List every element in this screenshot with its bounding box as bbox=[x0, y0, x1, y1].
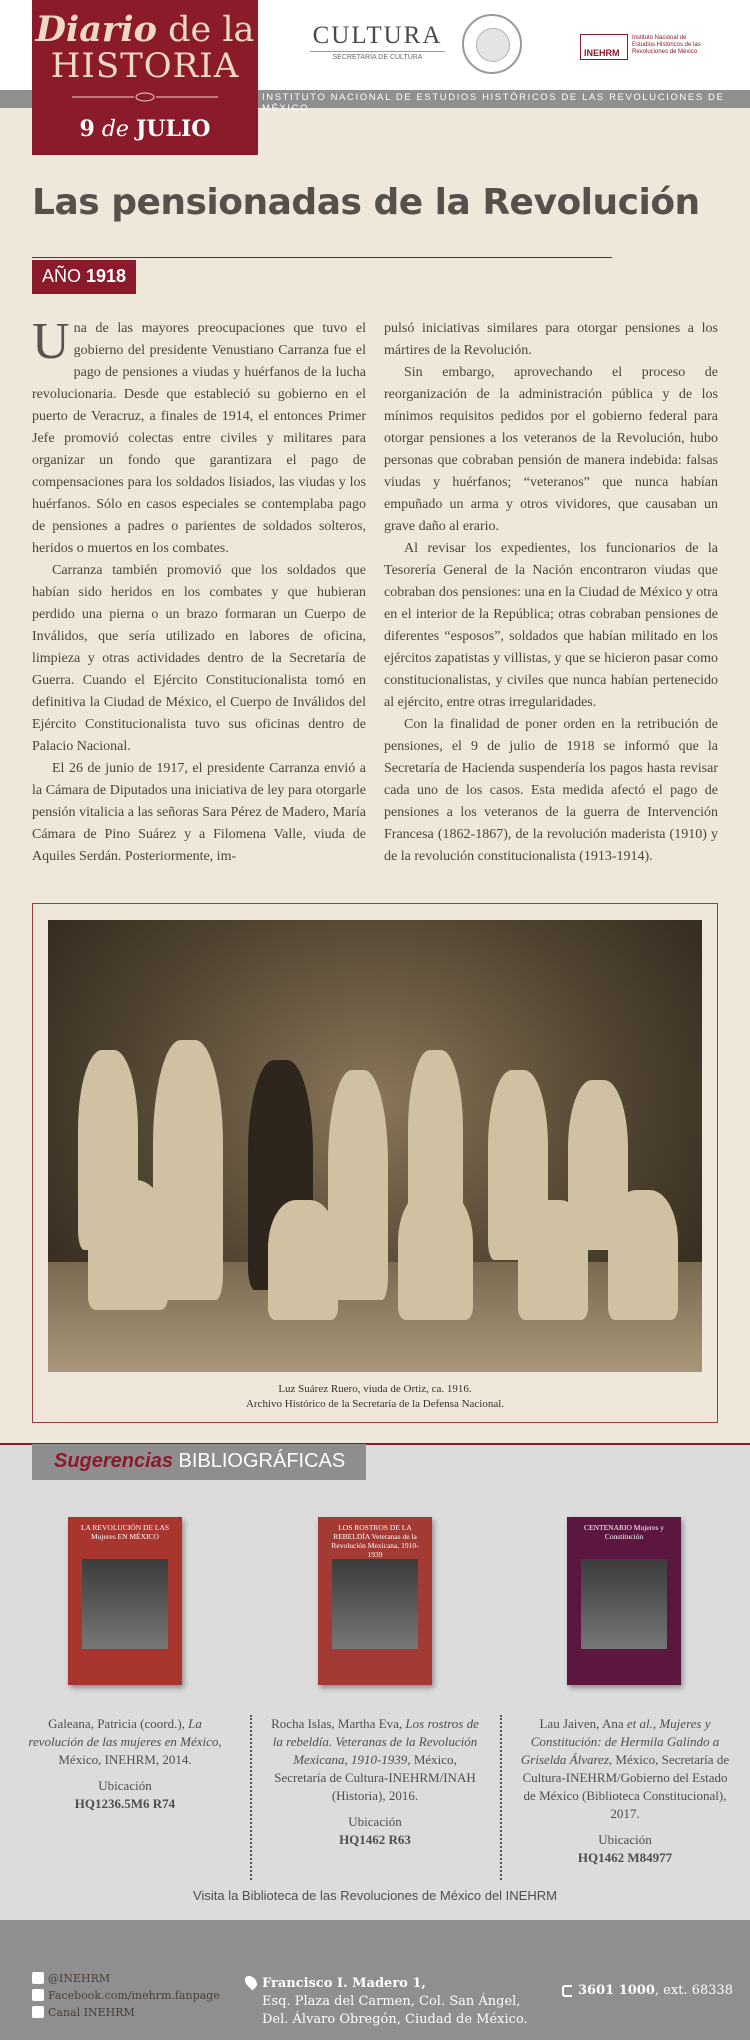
paragraph: Al revisar los expedientes, los funcionarios de la Tesorería General de la Nación encontraron viudas que cobraban dos pensiones: una en la Ciudad de México y otra en el interior de la República; otras cobraban pensiones de diferentes “esposos”, soldados que habían militado en los ejércitos zapatistas y villistas, y que se hicieron pasar como constitucionalistas, y civiles que nunca habían pertenecido al ejército, entre otras irregularidades. bbox=[384, 541, 718, 710]
book-cover-2[interactable]: LOS ROSTROS DE LA REBELDÍA Veteranas de la Revolución Mexicana, 1910-1939 bbox=[318, 1517, 432, 1685]
masthead-date: 9 de JULIO bbox=[79, 116, 211, 142]
paragraph: El 26 de junio de 1917, el presidente Carranza envió a la Cámara de Diputados una iniciativa de ley para otorgarle pensión vitalicia a las señoras Sara Pérez de Madero, María Cámara de Pino Suárez y a Filomena Valle, viuda de Aquiles Serdán. Posteriormente, im- bbox=[32, 761, 366, 864]
visit-library-link[interactable]: Visita la Biblioteca de las Revoluciones de México del INEHRM bbox=[193, 1888, 557, 1903]
photo-figure bbox=[268, 1200, 338, 1320]
book-cover-1[interactable]: LA REVOLUCIÓN DE LAS Mujeres EN MÉXICO bbox=[68, 1517, 182, 1685]
youtube-link[interactable]: Canal INEHRM bbox=[32, 2006, 135, 2019]
photo-figure bbox=[608, 1190, 678, 1320]
phone-number[interactable]: 3601 1000, ext. 68338 bbox=[578, 1983, 734, 1998]
suggestions-heading: Sugerencias BIBLIOGRÁFICAS bbox=[32, 1444, 366, 1480]
masthead bbox=[32, 0, 258, 155]
suggestions-section bbox=[0, 1443, 750, 1920]
article-title: Las pensionadas de la Revolución bbox=[32, 182, 700, 223]
paragraph: Una de las mayores preocupaciones que tuvo el gobierno del presidente Venustiano Carranza fue el pago de pensiones a viudas y huérfanos de la lucha revolucionaria. Desde que estableció su gobierno en el puerto de Veracruz, a finales de 1914, el entonces Primer Jefe promovió colectas entre civiles y militares para organizar un fondo que garantizara el pago de compensaciones para los soldados lisiados, las viudas y los huérfanos. Sólo en casos especiales se contemplaba pago de pensiones a padres o parientes de soldados solteros, heridos o muertos en los combates. bbox=[32, 313, 366, 556]
photo-frame bbox=[32, 903, 718, 1423]
facebook-icon bbox=[32, 1989, 44, 2001]
bibliography-entry-2: Rocha Islas, Martha Eva, Los rostros de la rebeldía. Veteranas de la Revolución Mexicana, 1910-1939, México, Secretaría de Cultura-INEHRM/INAH (Historia), 2016. Ubicación HQ1462 R63 bbox=[271, 1716, 479, 1847]
photo-figure bbox=[518, 1200, 588, 1320]
inehrm-building-icon: INEHRM bbox=[580, 34, 628, 60]
mexico-seal-icon bbox=[462, 14, 522, 74]
ornament-icon bbox=[72, 92, 218, 102]
cover-photo bbox=[581, 1559, 667, 1649]
title-rule bbox=[32, 257, 612, 258]
cover-photo bbox=[332, 1559, 418, 1649]
article-column-right bbox=[384, 318, 718, 868]
paragraph: Sin embargo, aprovechando el proceso de reorganización de la administración pública y de los mínimos requisitos pedidos por el gobierno federal para otorgar pensiones a los veteranos de la Revolución, hubo personas que cobraban pensión de manera indebida: falsas viudas y huérfanos; “veteranos” que nunca habían empuñado un arma y otros vividores, que causaban un grave daño al erario. bbox=[384, 365, 718, 534]
year-badge: AÑO 1918 bbox=[32, 260, 136, 294]
article-column-left bbox=[32, 313, 366, 868]
paragraph: Con la finalidad de poner orden en la retribución de pensiones, el 9 de julio de 1918 se informó que la Secretaría de Hacienda suspendería los pagos hasta revisar cada uno de los casos. Esta medida afectó el pago de pensiones a los veteranos de la guerra de Intervención Francesa (1862-1867), de la revolución maderista (1910) y de la revolución constitucionalista (1913-1914). bbox=[384, 717, 718, 864]
dotted-divider bbox=[500, 1715, 502, 1880]
bibliography-entry-3: Lau Jaiven, Ana et al., Mujeres y Constitución: de Hermila Galindo a Griselda Álvarez, México, Secretaría de Cultura-INEHRM/Gobierno del Estado de México (Biblioteca Constitucional), 2017. Ubicación HQ1462 M84977 bbox=[520, 1716, 730, 1865]
book-cover-3[interactable]: CENTENARIO Mujeres y Constitución bbox=[567, 1517, 681, 1685]
paragraph: Carranza también promovió que los soldados que habían sido heridos en los combates y que hubieran perdido una pierna o un brazo formaran un Cuerpo de Inválidos, que sería utilizado en labores de oficina, limpieza y otras actividades dentro de la Secretaría de Guerra. Cuando el Ejército Constitucionalista tomó en definitiva la Ciudad de México, el Cuerpo de Inválidos del Ejército Constitucionalista tuvo sus oficinas dentro de Palacio Nacional. bbox=[32, 563, 366, 754]
masthead-historia: HISTORIA bbox=[50, 46, 240, 86]
paragraph: pulsó iniciativas similares para otorgar pensiones a los mártires de la Revolución. bbox=[384, 321, 718, 358]
historical-photo[interactable] bbox=[48, 920, 702, 1372]
photo-figure bbox=[88, 1180, 168, 1310]
cover-photo bbox=[82, 1559, 168, 1649]
dropcap: U bbox=[32, 313, 70, 370]
institute-band: INSTITUTO NACIONAL DE ESTUDIOS HISTÓRICOS DE LAS REVOLUCIONES DE MÉXICO bbox=[0, 90, 750, 108]
twitter-icon bbox=[32, 1972, 44, 1984]
address: Francisco I. Madero 1, Esq. Plaza del Carmen, Col. San Ángel, Del. Álvaro Obregón, Ciudad de México. bbox=[262, 1976, 528, 2027]
inehrm-logo[interactable]: INEHRM Instituto Nacional de Estudios Históricos de las Revoluciones de México bbox=[580, 34, 710, 62]
photo-figure bbox=[398, 1190, 473, 1320]
masthead-line1: Diario de la bbox=[35, 9, 255, 50]
twitter-link[interactable]: @INEHRM bbox=[32, 1972, 110, 1985]
dotted-divider bbox=[250, 1715, 252, 1880]
youtube-icon bbox=[32, 2006, 44, 2018]
photo-caption: Luz Suárez Ruero, viuda de Ortiz, ca. 1916. Archivo Histórico de la Secretaría de la Defensa Nacional. bbox=[245, 1383, 505, 1410]
bibliography-entry-1: Galeana, Patricia (coord.), La revolución de las mujeres en México, México, INEHRM, 2014. Ubicación HQ1236.5M6 R74 bbox=[28, 1716, 222, 1811]
cultura-logo[interactable]: CULTURA SECRETARÍA DE CULTURA bbox=[310, 22, 445, 61]
phone-icon bbox=[562, 1985, 572, 1997]
facebook-link[interactable]: Facebook.com/inehrm.fanpage bbox=[32, 1989, 220, 2002]
